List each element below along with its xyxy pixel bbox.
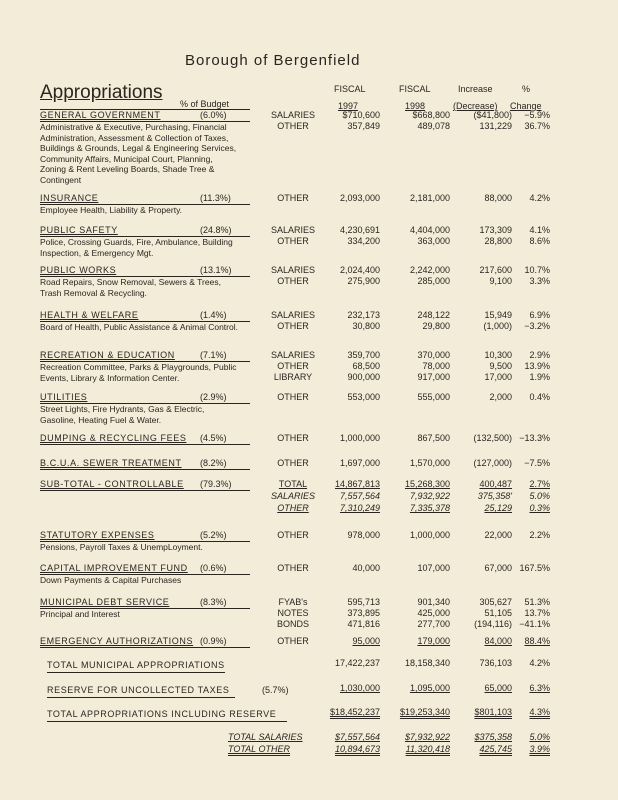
pct-change: 3.9% — [529, 744, 550, 754]
category-underline — [47, 672, 225, 673]
line-type: OTHER — [277, 563, 309, 573]
increase-decrease: 51,105 — [484, 608, 512, 618]
reserve-label: RESERVE FOR UNCOLLECTED TAXES — [47, 685, 230, 695]
line-type: OTHER — [277, 121, 309, 131]
line-type: SALARIES — [270, 310, 316, 320]
value-1998: 2,181,000 — [409, 193, 450, 203]
pct-change: 2.7% — [529, 479, 550, 489]
value-1998: 18,158,340 — [404, 658, 450, 668]
pct-change: 167.5% — [519, 563, 550, 573]
value-1998: 425,000 — [417, 608, 450, 618]
value-1998: $7,932,922 — [404, 732, 450, 742]
category-pct: (0.9%) — [200, 636, 227, 646]
line-type: OTHER — [277, 276, 309, 286]
line-type: FYAB's — [278, 597, 308, 607]
value-1997: 17,422,237 — [334, 658, 380, 668]
value-1998: 15,268,300 — [404, 479, 450, 489]
category-description: Recreation Committee, Parks & Playgrounds, Public Events, Library & Information Center. — [40, 362, 237, 383]
value-1998: 29,800 — [422, 321, 450, 331]
fiscal-1997-label: FISCAL — [334, 84, 366, 94]
increase-decrease: $375,358 — [474, 732, 512, 742]
increase-decrease: 9,500 — [489, 361, 512, 371]
increase-decrease: 15,949 — [484, 310, 512, 320]
category-underline — [40, 647, 250, 648]
fiscal-1998-label: FISCAL — [399, 84, 431, 94]
value-1998: 370,000 — [417, 350, 450, 360]
pct-change: 6.3% — [529, 683, 550, 693]
line-type: OTHER — [277, 636, 309, 646]
category-pct: (13.1%) — [200, 265, 232, 275]
pct-change: 51.3% — [524, 597, 550, 607]
value-1998: 1,095,000 — [409, 683, 450, 693]
increase-decrease: 400,487 — [479, 479, 512, 489]
pct-change: 5.0% — [529, 491, 550, 501]
pct-change: 4.2% — [529, 193, 550, 203]
increase-decrease: 9,100 — [489, 276, 512, 286]
category-title: RECREATION & EDUCATION — [40, 350, 175, 360]
value-1997: $710,600 — [342, 110, 380, 120]
line-type: OTHER — [277, 236, 309, 246]
increase-decrease: (127,000) — [473, 458, 512, 468]
line-type: OTHER — [277, 193, 309, 203]
value-1998: 7,932,922 — [409, 491, 450, 501]
value-1998: $668,800 — [412, 110, 450, 120]
increase-decrease: 28,800 — [484, 236, 512, 246]
value-1998: 78,000 — [422, 361, 450, 371]
value-1997: 7,310,249 — [339, 503, 380, 513]
category-description: Street Lights, Fire Hydrants, Gas & Electric, Gasoline, Heating Fuel & Water. — [40, 404, 205, 425]
value-1997: 40,000 — [352, 563, 380, 573]
value-1998: 11,320,418 — [405, 744, 450, 754]
value-1998: 363,000 — [417, 236, 450, 246]
value-1997: 357,849 — [347, 121, 380, 131]
value-1997: 95,000 — [352, 636, 380, 646]
value-1998: 4,404,000 — [409, 225, 450, 235]
reserve-pct: (5.7%) — [262, 685, 289, 695]
value-1997: 471,816 — [347, 619, 380, 629]
value-1997: 1,030,000 — [339, 683, 380, 693]
increase-decrease: 17,000 — [484, 372, 512, 382]
pct-change: 4.3% — [529, 707, 550, 717]
increase-decrease: (132,500) — [473, 433, 512, 443]
pct-change: −5.9% — [524, 110, 550, 120]
pct-change: 0.4% — [529, 392, 550, 402]
total-municipal-label: TOTAL MUNICIPAL APPROPRIATIONS — [47, 660, 225, 670]
category-description: Down Payments & Capital Purchases — [40, 575, 182, 585]
line-type: OTHER — [277, 361, 309, 371]
value-1997: $18,452,237 — [329, 707, 380, 717]
value-1998: 489,078 — [417, 121, 450, 131]
value-1998: 867,500 — [417, 433, 450, 443]
category-pct: (11.3%) — [200, 193, 231, 203]
totals-label: TOTAL OTHER — [228, 744, 291, 754]
category-description: Board of Health, Public Assistance & Animal Control. — [40, 322, 238, 332]
pct-change: 6.9% — [529, 310, 550, 320]
increase-decrease: 736,103 — [479, 658, 512, 668]
pct-change: 13.9% — [524, 361, 550, 371]
category-description: Police, Crossing Guards, Fire, Ambulance, Building Inspection, & Emergency Mgt. — [40, 237, 233, 258]
value-1997: 68,500 — [352, 361, 380, 371]
category-pct: (2.9%) — [200, 392, 227, 402]
value-1997: $7,557,564 — [334, 732, 380, 742]
value-1997: 2,024,400 — [339, 265, 380, 275]
category-title: PUBLIC WORKS — [40, 265, 117, 275]
pct-budget-header: % of Budget — [180, 99, 230, 109]
increase-decrease: (1,000) — [483, 321, 512, 331]
value-1998: 277,700 — [417, 619, 450, 629]
pct-change: −13.3% — [519, 433, 550, 443]
pct-change: 4.1% — [529, 225, 550, 235]
category-pct: (5.2%) — [200, 530, 227, 540]
value-1997: 359,700 — [347, 350, 380, 360]
increase-decrease: 217,600 — [479, 265, 512, 275]
line-type: NOTES — [277, 608, 309, 618]
increase-decrease: 305,627 — [479, 597, 512, 607]
increase-decrease: 375,358' — [477, 491, 512, 501]
category-title: MUNICIPAL DEBT SERVICE — [40, 597, 170, 607]
line-type: SALARIES — [270, 225, 316, 235]
increase-decrease: 25,129 — [484, 503, 512, 513]
value-1997: 275,900 — [347, 276, 380, 286]
change-header: Change — [510, 101, 542, 111]
category-underline — [47, 697, 235, 698]
increase-decrease: 173,309 — [479, 225, 512, 235]
pct-change: 10.7% — [524, 265, 550, 275]
line-type: LIBRARY — [273, 372, 313, 382]
pct-change: 8.6% — [529, 236, 550, 246]
decrease-header: (Decrease) — [453, 101, 498, 111]
line-type: TOTAL — [278, 479, 308, 489]
value-1997: 1,000,000 — [339, 433, 380, 443]
category-underline — [47, 721, 287, 722]
total-reserve-label: TOTAL APPROPRIATIONS INCLUDING RESERVE — [47, 709, 277, 719]
pct-change: 4.2% — [529, 658, 550, 668]
category-pct: (4.5%) — [200, 433, 227, 443]
value-1997: 978,000 — [347, 530, 380, 540]
increase-decrease: 425,745 — [479, 744, 512, 754]
category-pct: (8.3%) — [200, 597, 227, 607]
category-underline — [40, 444, 250, 445]
pct-change: 2.2% — [529, 530, 550, 540]
line-type: OTHER — [277, 392, 309, 402]
category-pct: (7.1%) — [200, 350, 227, 360]
value-1998: 179,000 — [417, 636, 450, 646]
category-pct: (6.0%) — [200, 110, 227, 120]
value-1998: 285,000 — [417, 276, 450, 286]
category-title: GENERAL GOVERNMENT — [40, 110, 161, 120]
pct-change: 13.7% — [524, 608, 550, 618]
value-1997: 232,173 — [347, 310, 380, 320]
value-1998: 917,000 — [417, 372, 450, 382]
value-1998: 1,570,000 — [409, 458, 450, 468]
increase-header: Increase — [458, 84, 493, 94]
value-1997: 2,093,000 — [339, 193, 380, 203]
year-1998-header: 1998 — [405, 101, 426, 111]
category-title: UTILITIES — [40, 392, 88, 402]
line-type: SALARIES — [270, 491, 316, 501]
line-type: OTHER — [277, 458, 309, 468]
value-1998: 901,340 — [417, 597, 450, 607]
increase-decrease: $801,103 — [474, 707, 512, 717]
page-title: Borough of Bergenfield — [185, 52, 361, 69]
increase-decrease: 65,000 — [484, 683, 512, 693]
category-underline — [40, 469, 250, 470]
value-1998: 555,000 — [417, 392, 450, 402]
category-underline — [40, 490, 250, 491]
value-1997: 7,557,564 — [339, 491, 380, 501]
category-description: Administrative & Executive, Purchasing, Financial Administration, Assessment & Collection of Taxes, Buildings & Grounds, Legal & Engineering Services, Community Affairs, Municipal Court, Planning, Zoning & Rent Leveling Boards, Shade Tree & Contingent — [40, 122, 237, 185]
value-1998: 1,000,000 — [409, 530, 450, 540]
category-description: Principal and Interest — [40, 609, 120, 619]
value-1998: 7,335,378 — [409, 503, 450, 513]
category-pct: (24.8%) — [200, 225, 232, 235]
value-1997: 4,230,691 — [339, 225, 380, 235]
line-type: OTHER — [277, 530, 309, 540]
increase-decrease: 10,300 — [484, 350, 512, 360]
increase-decrease: 67,000 — [484, 563, 512, 573]
line-type: BONDS — [276, 619, 309, 629]
value-1997: 14,867,813 — [334, 479, 380, 489]
pct-change: 2.9% — [529, 350, 550, 360]
value-1997: 30,800 — [352, 321, 380, 331]
category-title: PUBLIC SAFETY — [40, 225, 118, 235]
pct-change: −3.2% — [524, 321, 550, 331]
category-title: DUMPING & RECYCLING FEES — [40, 433, 187, 443]
value-1997: 595,713 — [347, 597, 380, 607]
category-pct: (0.6%) — [200, 563, 227, 573]
pct-change: 3.3% — [529, 276, 550, 286]
category-description: Road Repairs, Snow Removal, Sewers & Trees, Trash Removal & Recycling. — [40, 277, 221, 298]
value-1998: 107,000 — [417, 563, 450, 573]
year-1997-header: 1997 — [338, 101, 359, 111]
increase-decrease: ($41,800) — [473, 110, 512, 120]
line-type: SALARIES — [270, 110, 316, 120]
increase-decrease: (194,116) — [474, 619, 512, 629]
category-title: HEALTH & WELFARE — [40, 310, 139, 320]
value-1997: 1,697,000 — [339, 458, 380, 468]
line-type: OTHER — [277, 503, 309, 513]
value-1997: 553,000 — [347, 392, 380, 402]
category-title: EMERGENCY AUTHORIZATIONS — [40, 636, 194, 646]
value-1998: 2,242,000 — [409, 265, 450, 275]
category-title: CAPITAL IMPROVEMENT FUND — [40, 563, 188, 573]
subtotal-title: SUB-TOTAL - CONTROLLABLE — [40, 479, 184, 489]
line-type: SALARIES — [270, 350, 316, 360]
category-pct: (8.2%) — [200, 458, 227, 468]
line-type: OTHER — [277, 321, 309, 331]
value-1997: 334,200 — [347, 236, 380, 246]
value-1998: 248,122 — [417, 310, 450, 320]
pct-change: 0.3% — [529, 503, 550, 513]
increase-decrease: 131,229 — [479, 121, 512, 131]
increase-decrease: 88,000 — [484, 193, 512, 203]
pct-header: % — [522, 84, 531, 94]
line-type: SALARIES — [270, 265, 316, 275]
totals-label: TOTAL SALARIES — [228, 732, 303, 742]
value-1997: 373,895 — [347, 608, 380, 618]
category-pct: (1.4%) — [200, 310, 227, 320]
appropriations-heading: Appropriations — [40, 82, 163, 103]
pct-change: −41.1% — [519, 619, 550, 629]
category-title: STATUTORY EXPENSES — [40, 530, 155, 540]
increase-decrease: 84,000 — [484, 636, 512, 646]
category-description: Employee Health, Liability & Property. — [40, 205, 183, 215]
category-description: Pensions, Payroll Taxes & UnempLoyment. — [40, 542, 203, 552]
line-type: OTHER — [277, 433, 309, 443]
pct-change: 36.7% — [524, 121, 550, 131]
pct-change: 1.9% — [529, 372, 550, 382]
pct-change: 5.0% — [529, 732, 550, 742]
value-1998: $19,253,340 — [399, 707, 450, 717]
increase-decrease: 22,000 — [484, 530, 512, 540]
subtotal-pct: (79.3%) — [200, 479, 232, 489]
pct-change: −7.5% — [524, 458, 550, 468]
value-1997: 900,000 — [347, 372, 380, 382]
pct-change: 88.4% — [524, 636, 550, 646]
category-title: B.C.U.A. SEWER TREATMENT — [40, 458, 182, 468]
category-title: INSURANCE — [40, 193, 99, 203]
value-1997: 10,894,673 — [334, 744, 380, 754]
increase-decrease: 2,000 — [489, 392, 512, 402]
